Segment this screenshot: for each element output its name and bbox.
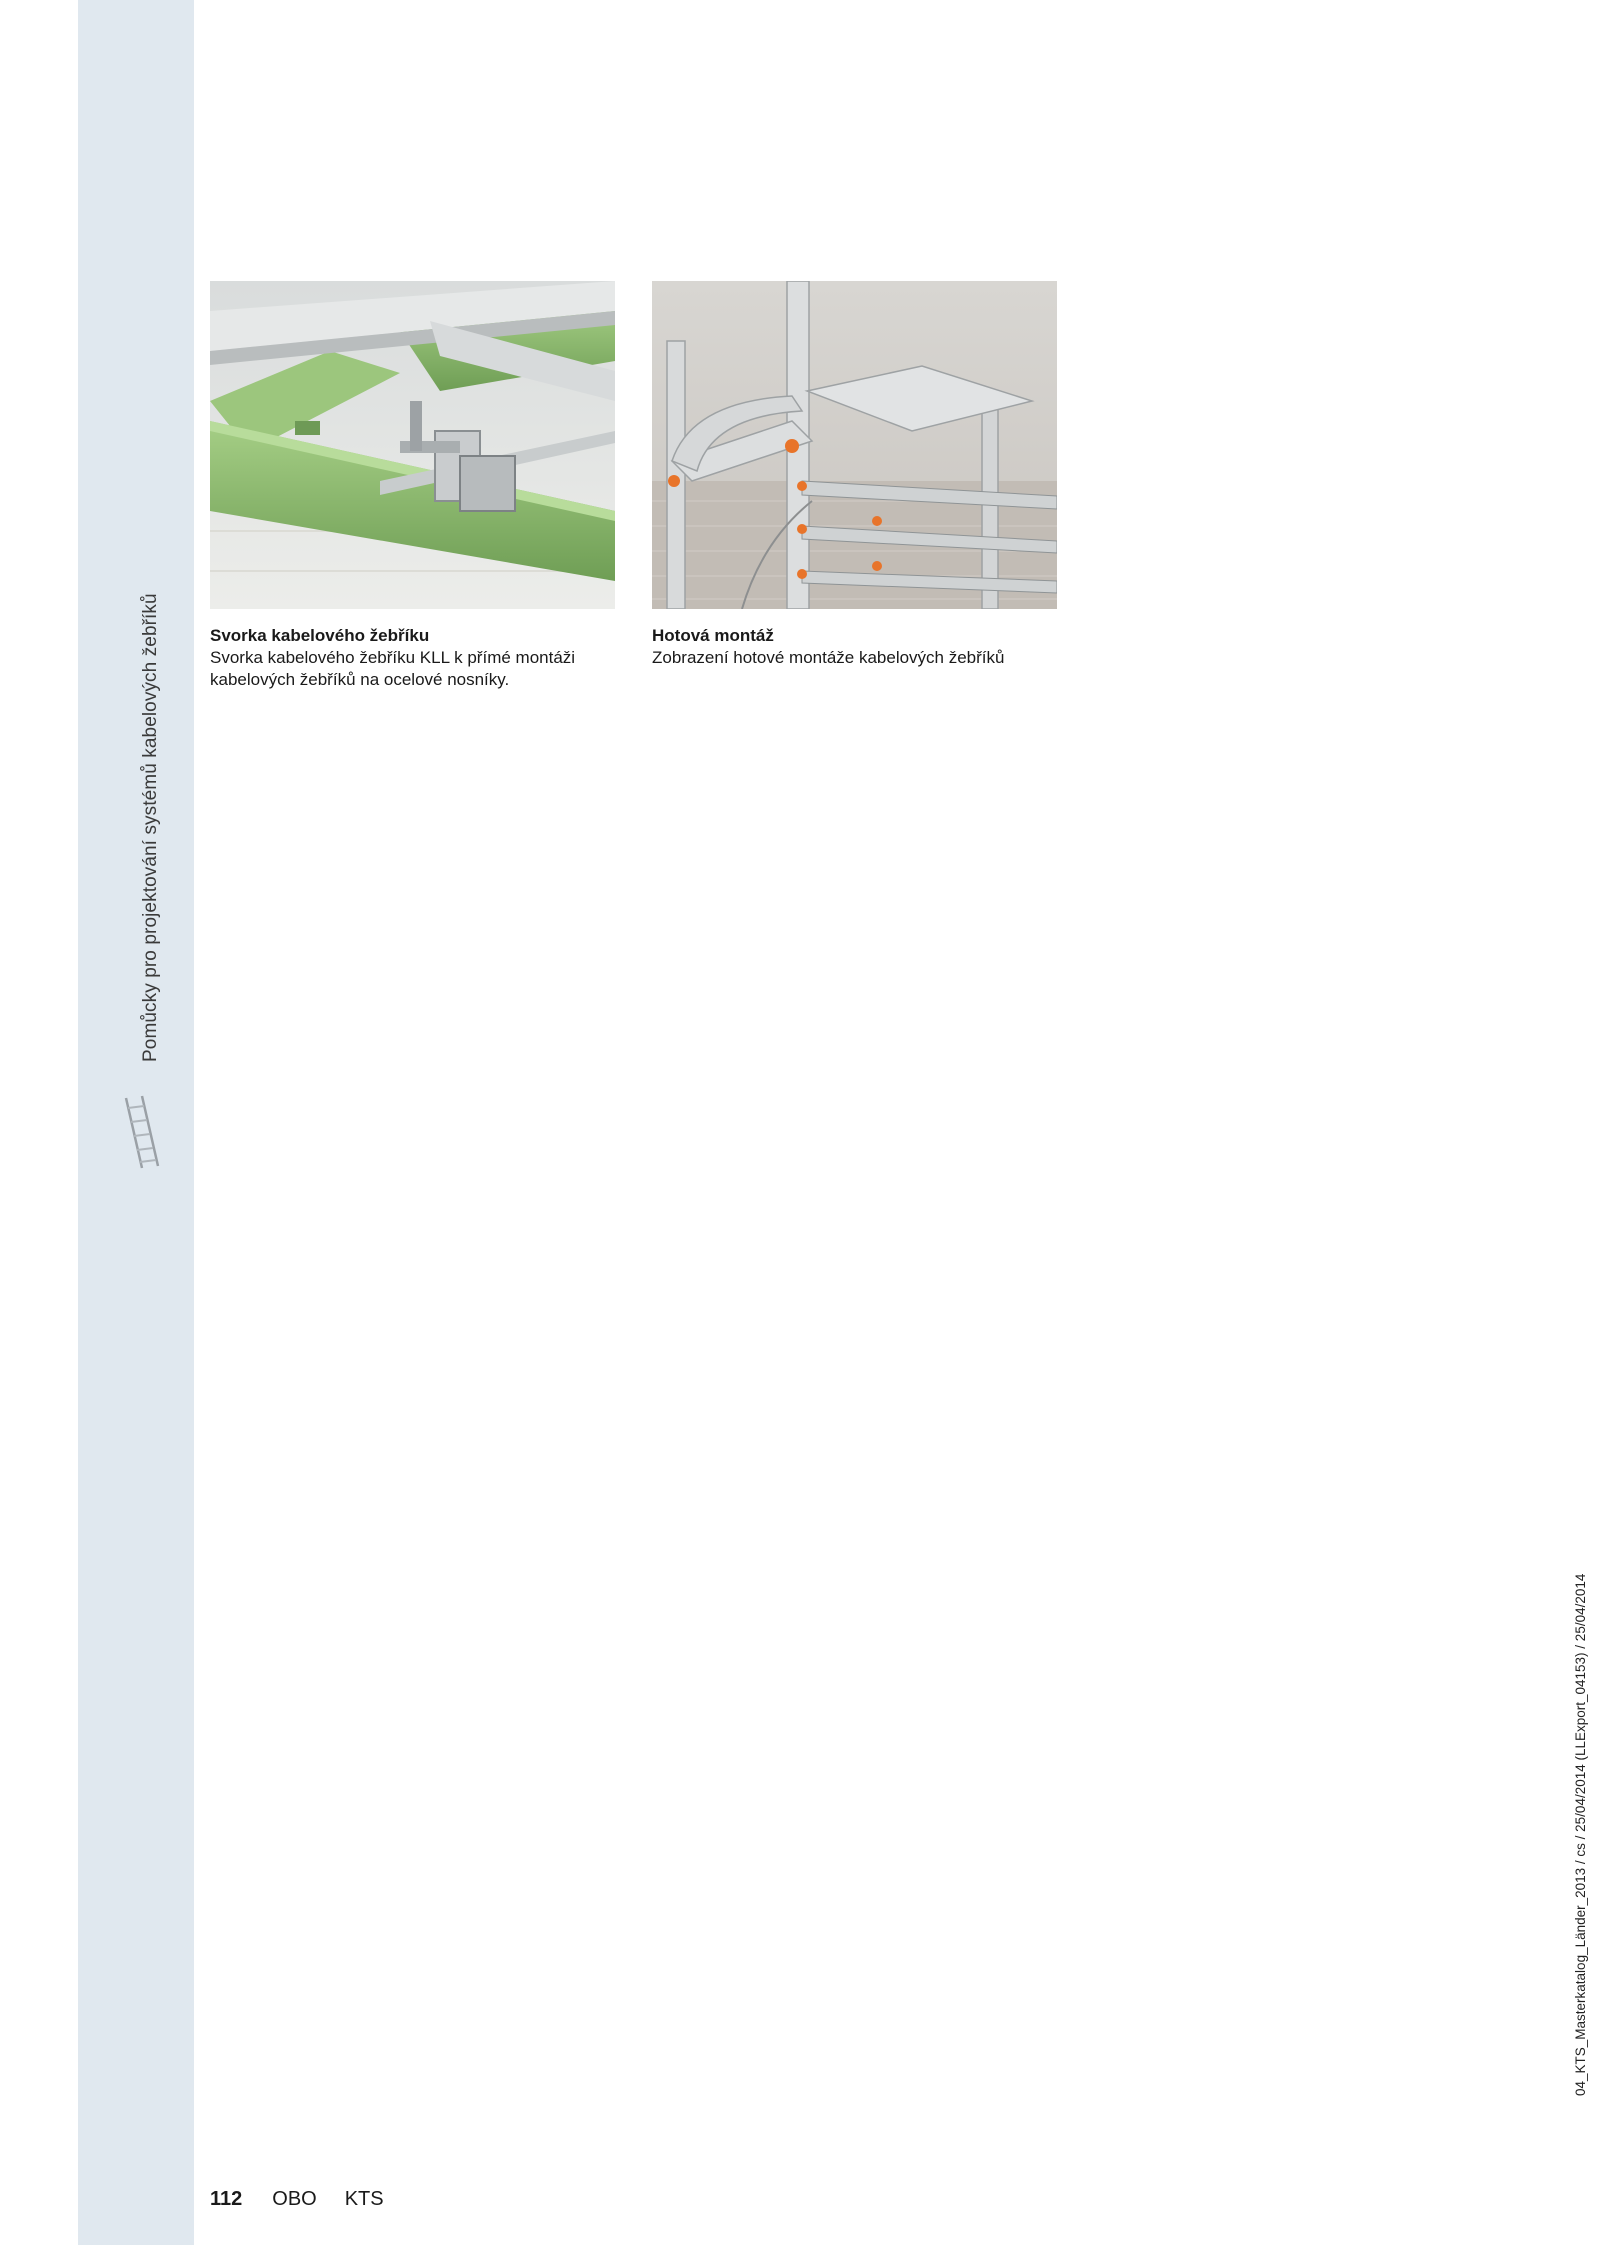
figure-description: Svorka kabelového žebříku KLL k přímé montáži kabelových žebříků na ocelové nosníky. bbox=[210, 648, 576, 689]
figure-description: Zobrazení hotové montáže kabelových žebříků bbox=[652, 648, 1005, 667]
figure-title: Svorka kabelového žebříku bbox=[210, 626, 430, 645]
figure-finished-installation bbox=[652, 281, 1057, 669]
brand-name: OBO bbox=[272, 2188, 317, 2210]
sidebar-section-title: Pomůcky pro projektování systémů kabelových žebříků bbox=[140, 593, 161, 1062]
page-footer bbox=[210, 2188, 384, 2211]
cable-ladder-icon bbox=[112, 1092, 172, 1172]
section-name: KTS bbox=[344, 2188, 384, 2210]
page-number: 112 bbox=[210, 2188, 243, 2210]
photo-ladder-clamp bbox=[210, 281, 615, 609]
export-metadata: 04_KTS_Masterkatalog_Länder_2013 / cs / 25/04/2014 (LLExport_04153) / 25/04/2014 bbox=[1573, 1573, 1588, 2096]
figure-ladder-clamp bbox=[210, 281, 615, 691]
photo-finished-installation bbox=[652, 281, 1057, 609]
figure-title: Hotová montáž bbox=[652, 626, 774, 645]
